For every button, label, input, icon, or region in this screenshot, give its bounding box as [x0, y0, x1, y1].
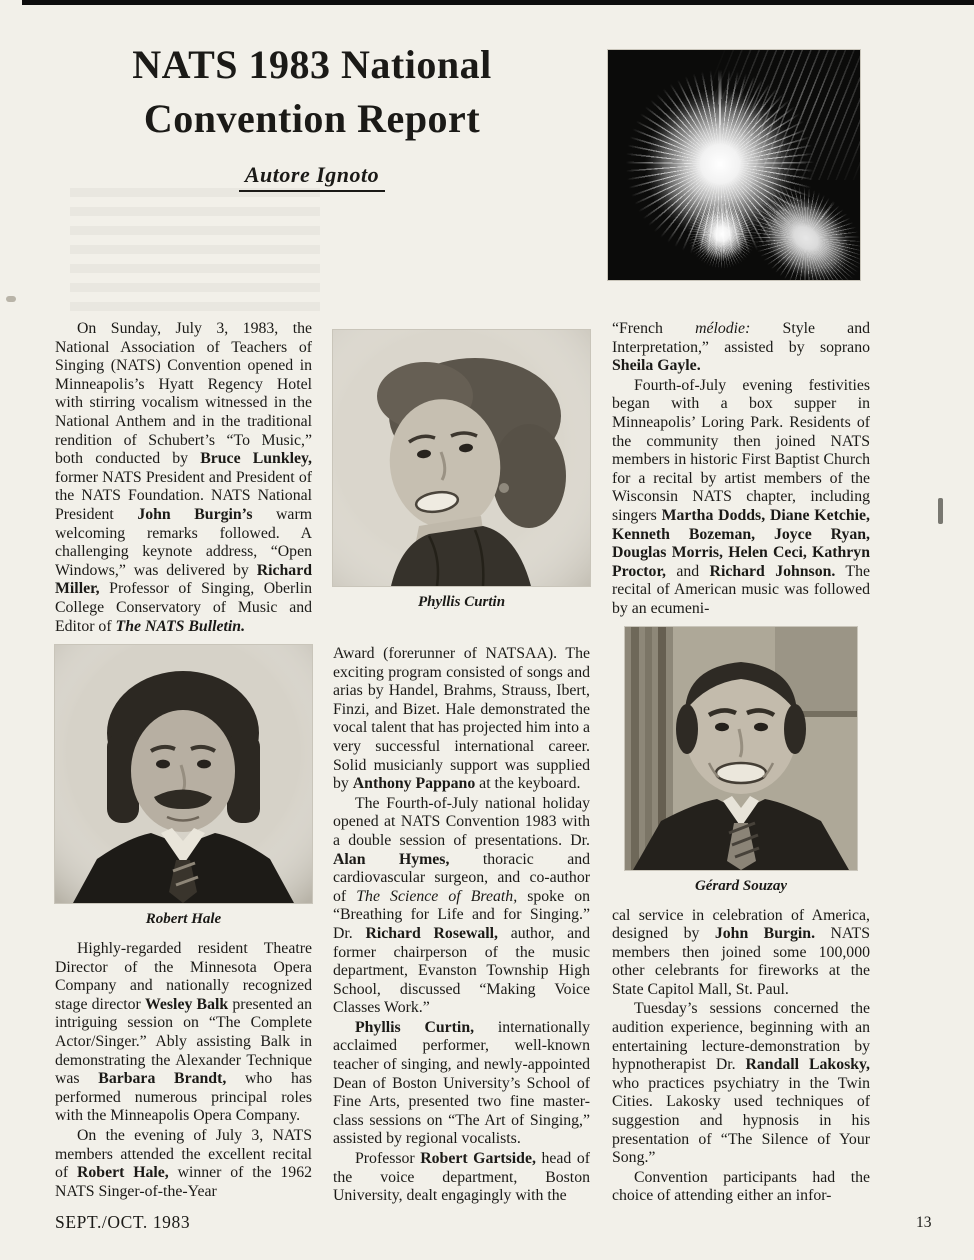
col3-paragraph-service: cal service in celebration of America, designed by John Burgin. NATS members then joined some 100,000 other celebrants for fireworks at the State Capitol Mall, St. Paul.	[612, 906, 870, 998]
gerard-souzay-figure	[612, 627, 870, 895]
column-2	[333, 330, 590, 1206]
col3-paragraph-participants: Convention participants had the choice of attending either an infor-	[612, 1168, 870, 1205]
col2-paragraph-fourth-july: The Fourth-of-July national holiday opened at NATS Convention 1983 with a double session of presentations. Dr. Alan Hymes, thoracic and cardiovascular surgeon, and co-author of The Science of Breath, spoke on “Breathing for Life and for Singing.” Dr. Richard Rosewall, author, and former chairperson of the music department, Evanston Township High School, discussed “Making Voice Classes Work.”	[333, 794, 591, 1017]
robert-hale-caption: Robert Hale	[145, 911, 222, 928]
spacer	[333, 611, 590, 645]
column-1	[55, 320, 312, 1201]
byline-container	[62, 162, 562, 192]
column-3	[612, 320, 870, 1206]
gerard-souzay-caption: Gérard Souzay	[694, 877, 788, 894]
article-title-line-1: NATS 1983 National	[132, 42, 492, 87]
gerard-souzay-photo	[625, 627, 857, 870]
footer-page-number: 13	[916, 1214, 932, 1231]
article-byline: Autore Ignoto	[239, 162, 385, 192]
spacer	[55, 928, 312, 940]
col2-paragraph-curtin: Phyllis Curtin, internationally acclaimed performer, well-known teacher of singing, and newly-appointed Dean of Boston University’s School of Fine Arts, presented two fine master-class sessions on “The Art of Singing,” assisted by regional vocalists.	[333, 1018, 590, 1148]
col1-paragraph-balk: Highly-regarded resident Theatre Director of the Minnesota Opera Company and nationally recognized stage director Wesley Balk presented an intriguing session on “The Complete Actor/Singer.” Ably assisting Balk in demonstrating the Alexander Technique was Barbara Brandt, who has performed numerous principal roles with the Minneapolis Opera Company.	[55, 940, 312, 1125]
col3-paragraph-tuesday: Tuesday’s sessions concerned the audition experience, beginning with an entertaining lecture-demonstration by hypnotherapist Dr. Randall Lakosky, who practices psychiatry in the Twin Cities. Lakosky used techniques of suggestion and hypnosis in his presentation of “The Silence of Your Song.”	[612, 1000, 871, 1167]
footer-issue-date: SEPT./OCT. 1983	[55, 1212, 191, 1232]
col1-paragraph-recital: On the evening of July 3, NATS members attended the excellent recital of Robert Hale, winner of the 1962 NATS Singer-of-the-Year	[55, 1127, 312, 1200]
scan-top-rule	[22, 0, 974, 5]
article-header	[62, 38, 562, 192]
scan-artifact	[938, 498, 943, 524]
col3-paragraph-festivities: Fourth-of-July evening festivities began with a box supper in Minneapolis’ Loring Park. Residents of the community then joined NATS members in historic First Baptist Church for a recital by artist members of the Wisconsin NATS chapter, including singers Martha Dodds, Diane Ketchie, Kenneth Bozeman, Joyce Ryan, Douglas Morris, Helen Ceci, Kathryn Proctor, and Richard Johnson. The recital of American music was followed by an ecumeni-	[612, 376, 870, 617]
col1-paragraph-opening: On Sunday, July 3, 1983, the National Association of Teachers of Singing (NATS) Convention opened in Minneapolis’s Hyatt Regency Hotel with stirring vocalism witnessed in the National Anthem and in the traditional rendition of Schubert’s “To Music,” both conducted by Bruce Lunkley, former NATS President and President of the NATS Foundation. NATS National President John Burgin’s warm welcoming remarks followed. A challenging keynote address, “Open Windows,” was delivered by Richard Miller, Professor of Singing, Oberlin College Conservatory of Music and Editor of The NATS Bulletin.	[55, 320, 312, 635]
robert-hale-figure	[55, 645, 312, 928]
phyllis-curtin-figure	[333, 330, 590, 611]
article-title-line-2: Convention Report	[143, 96, 481, 141]
scan-artifact	[6, 296, 16, 302]
spacer	[612, 895, 870, 907]
scan-bleedthrough-artifact	[70, 188, 320, 318]
col2-paragraph-gartside: Professor Robert Gartside, head of the voice department, Boston University, dealt engagingly with the	[333, 1150, 590, 1205]
robert-hale-photo	[55, 645, 312, 903]
phyllis-curtin-photo	[333, 330, 590, 586]
phyllis-curtin-caption: Phyllis Curtin	[417, 594, 506, 610]
fireworks-photo	[608, 50, 860, 280]
col3-paragraph-melodie: “French mélodie: Style and Interpretation,” assisted by soprano Sheila Gayle.	[612, 320, 870, 375]
col2-paragraph-award: Award (forerunner of NATSAA). The exciting program consisted of songs and arias by Handel, Brahms, Strauss, Ibert, Finzi, and Bizet. Hale demonstrated the vocal talent that has projected him into a very successful international career. Solid musicianly support was supplied by Anthony Pappano at the keyboard.	[333, 645, 590, 793]
